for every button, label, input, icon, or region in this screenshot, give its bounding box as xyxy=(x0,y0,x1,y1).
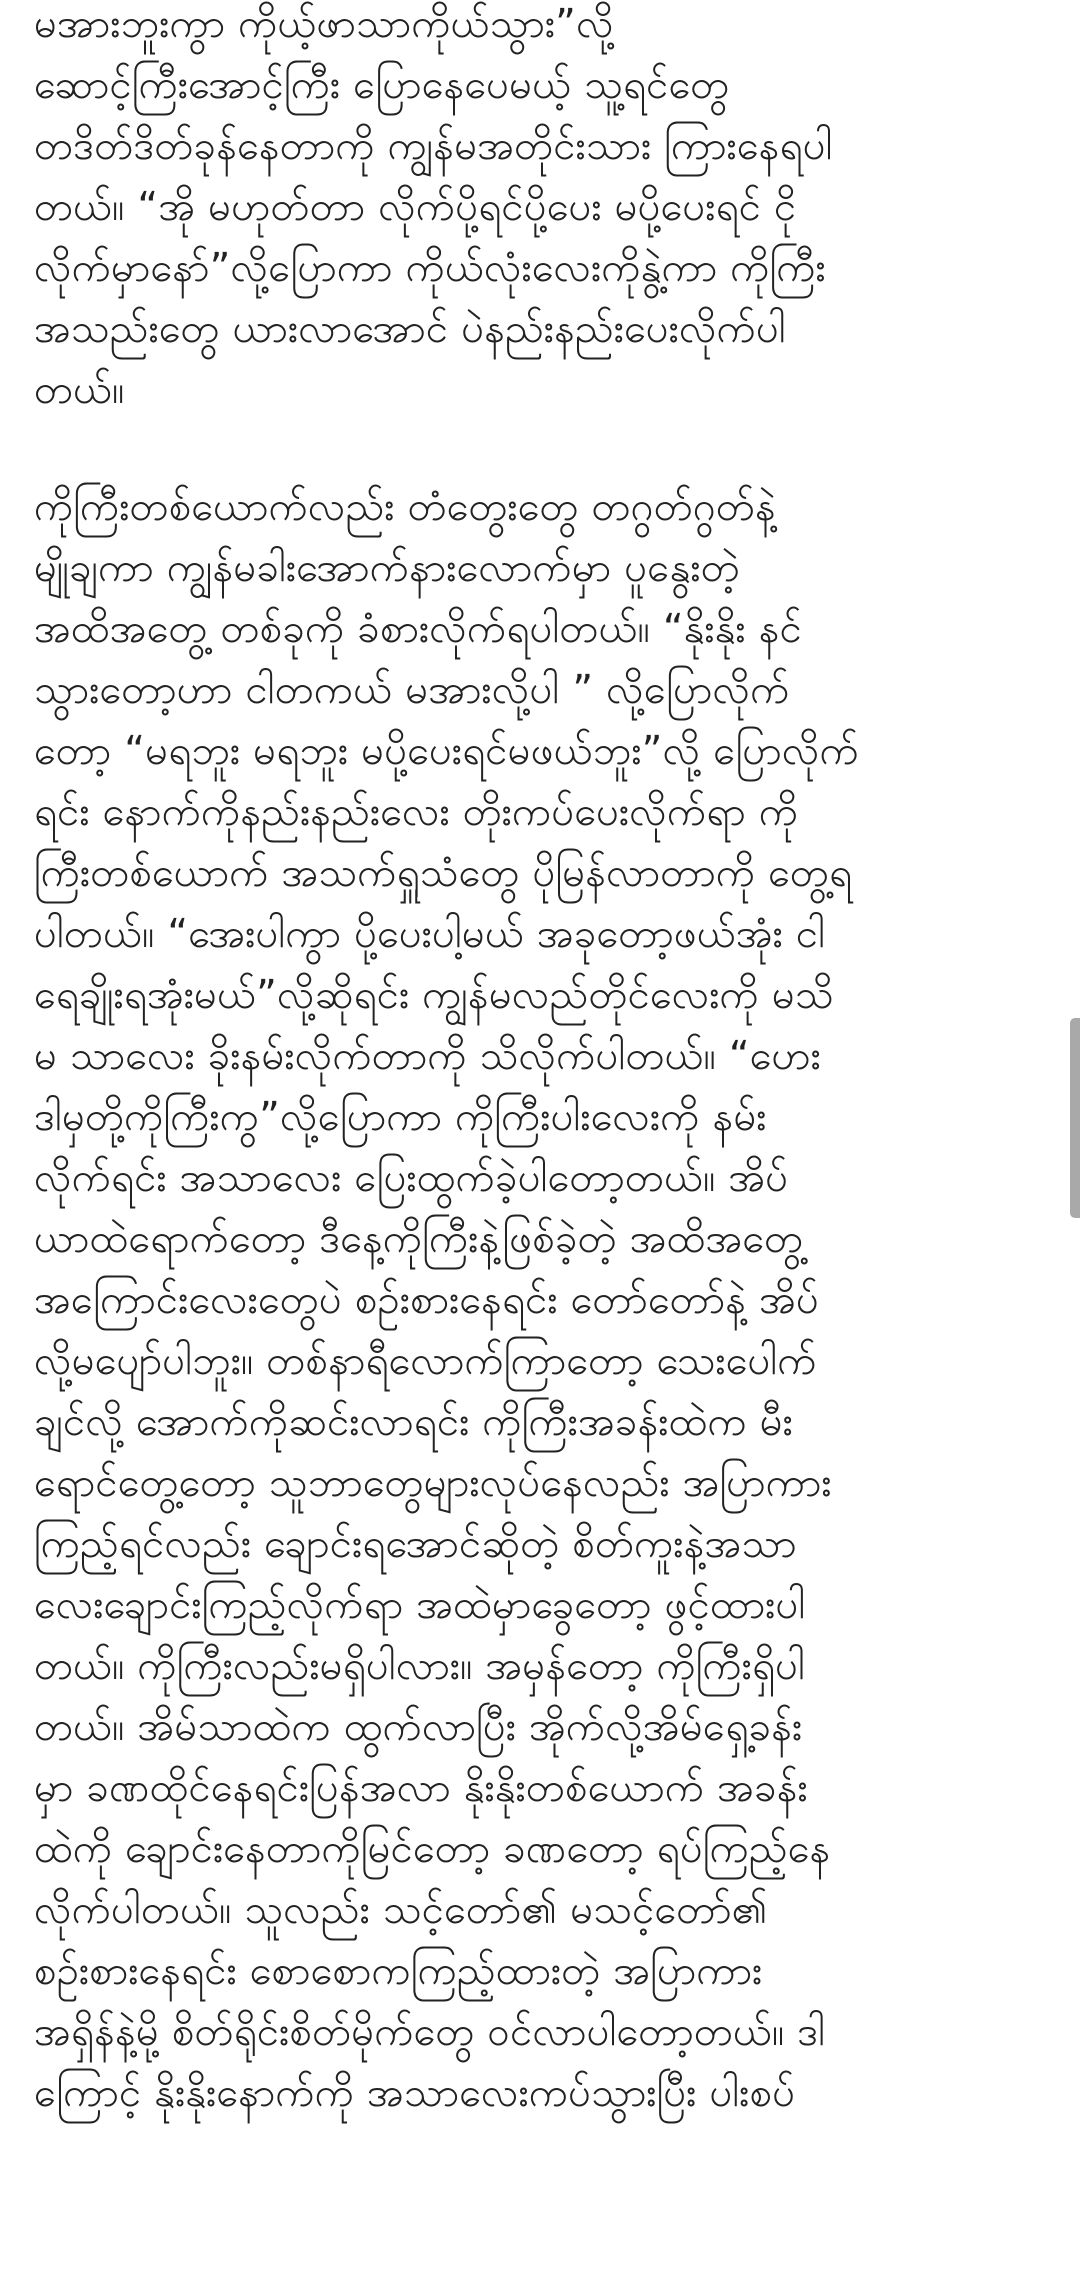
text-line: အကြောင်းလေးတွေပဲ စဉ်းစားနေရင်း တော်တော်နဲ့ အိပ် xyxy=(34,1277,819,1323)
text-line: သွားတော့ဟာ ငါတကယ် မအားလို့ပါ ” လို့ပြောလိုက် xyxy=(34,667,790,713)
text-line: လိုက်ရင်း အသာလေး ပြေးထွက်ခဲ့ပါတော့တယ်။ အိပ် xyxy=(34,1155,789,1201)
text-line: ကြီးတစ်ယောက် အသက်ရှူသံတွေ ပိုမြန်လာတာကို တွေ့ရ xyxy=(34,850,853,896)
text-line: မျိုချကာ ကျွန်မခါးအောက်နားလောက်မှာ ပူနွေးတဲ့ xyxy=(34,545,740,591)
text-line: တယ်။ ကိုကြီးလည်းမရှိပါလား။ အမှန်တော့ ကိုကြီးရှိပါ xyxy=(34,1643,806,1689)
text-line: မ သာလေး ခိုးနမ်းလိုက်တာကို သိလိုက်ပါတယ်။ “ဟေး xyxy=(34,1033,822,1079)
text-line: အသည်းတွေ ယားလာအောင် ပဲနည်းနည်းပေးလိုက်ပါ xyxy=(34,306,786,352)
text-line: တဒိတ်ဒိတ်ခုန်နေတာကို ကျွန်မအတိုင်းသား ကြားနေရပါ xyxy=(34,123,833,169)
text-line: တယ်။ “အို မဟုတ်တာ လိုက်ပို့ရင်ပို့ပေး မပို့ပေးရင် ငို xyxy=(34,184,797,230)
text-line: အထိအတွေ့ တစ်ခုကို ခံစားလိုက်ရပါတယ်။ “နိုးနိုး နင် xyxy=(34,606,802,652)
text-line: ရင်း နောက်ကိုနည်းနည်းလေး တိုးကပ်ပေးလိုက်ရာ ကို xyxy=(34,789,799,835)
scrollbar-thumb[interactable] xyxy=(1070,1018,1080,1218)
text-line: ချင်လို့ အောက်ကိုဆင်းလာရင်း ကိုကြီးအခန်းထဲက မီး xyxy=(34,1399,793,1445)
text-line: ကြည့်ရင်လည်း ချောင်းရအောင်ဆိုတဲ့ စိတ်ကူးနဲ့အသာ xyxy=(34,1521,797,1567)
text-line: မှာ ခဏထိုင်နေရင်းပြန်အလာ နိုးနိုးတစ်ယောက် အခန်း xyxy=(34,1765,808,1811)
text-line: လိုက်မှာနော်”လို့ပြောကာ ကိုယ်လုံးလေးကိုနွဲ့ကာ ကိုကြီး xyxy=(34,245,826,291)
text-line: အရှိန်နဲ့မို့ စိတ်ရိုင်းစိတ်မိုက်တွေ ဝင်လာပါတော့တယ်။ ဒါ xyxy=(34,2009,826,2055)
text-line: ကြောင့် နိုးနိုးနောက်ကို အသာလေးကပ်သွားပြီး ပါးစပ် xyxy=(34,2070,796,2116)
text-line: ရေချိုးရအုံးမယ်”လို့ဆိုရင်း ကျွန်မလည်တိုင်လေးကို မသိ xyxy=(34,972,834,1018)
text-line: ပါတယ်။ “အေးပါကွာ ပို့ပေးပါ့မယ် အခုတော့ဖယ်အုံး ငါ xyxy=(34,911,826,957)
text-line: စဉ်းစားနေရင်း စောစောကကြည့်ထားတဲ့ အပြာကား xyxy=(34,1948,763,1994)
text-line: တယ်။ xyxy=(34,367,125,413)
paragraph-2 xyxy=(34,477,1052,2124)
text-line: တယ်။ အိမ်သာထဲက ထွက်လာပြီး အိုက်လို့အိမ်ရှေ့ခန်း xyxy=(34,1704,803,1750)
text-line: ယာထဲရောက်တော့ ဒီနေ့ကိုကြီးနဲ့ဖြစ်ခဲ့တဲ့ အထိအတွေ့ xyxy=(34,1216,804,1262)
text-line: လိုက်ပါတယ်။ သူလည်း သင့်တော်၏ မသင့်တော်၏ xyxy=(34,1887,768,1933)
text-line: ထဲကို ချောင်းနေတာကိုမြင်တော့ ခဏတော့ ရပ်ကြည့်နေ xyxy=(34,1826,831,1872)
text-line: ကိုကြီးတစ်ယောက်လည်း တံတွေးတွေ တဂွတ်ဂွတ်နဲ့ xyxy=(34,484,776,530)
paragraph-1 xyxy=(34,0,1052,421)
text-line: တော့ “မရဘူး မရဘူး မပို့ပေးရင်မဖယ်ဘူး”လို့ ပြောလိုက် xyxy=(34,728,859,774)
text-line: ရောင်တွေ့တော့ သူဘာတွေများလုပ်နေလည်း အပြာကား xyxy=(34,1460,832,1506)
text-line: ဆောင့်ကြီးအောင့်ကြီး ပြောနေပေမယ့် သူ့ရင်တွေ xyxy=(34,62,730,108)
text-line: လေးချောင်းကြည့်လိုက်ရာ အထဲမှာခွေတော့ ဖွင့်ထားပါ xyxy=(34,1582,806,1628)
text-line: မအားဘူးကွာ ကိုယ့်ဖာသာကိုယ်သွား”လို့ xyxy=(34,1,614,47)
text-line: လို့မပျော်ပါဘူး။ တစ်နာရီလောက်ကြာတော့ သေးပေါက် xyxy=(34,1338,817,1384)
text-line: ဒါမှတို့ကိုကြီးကွ”လို့ပြောကာ ကိုကြီးပါးလေးကို နမ်း xyxy=(34,1094,767,1140)
article-body xyxy=(34,0,1052,2124)
